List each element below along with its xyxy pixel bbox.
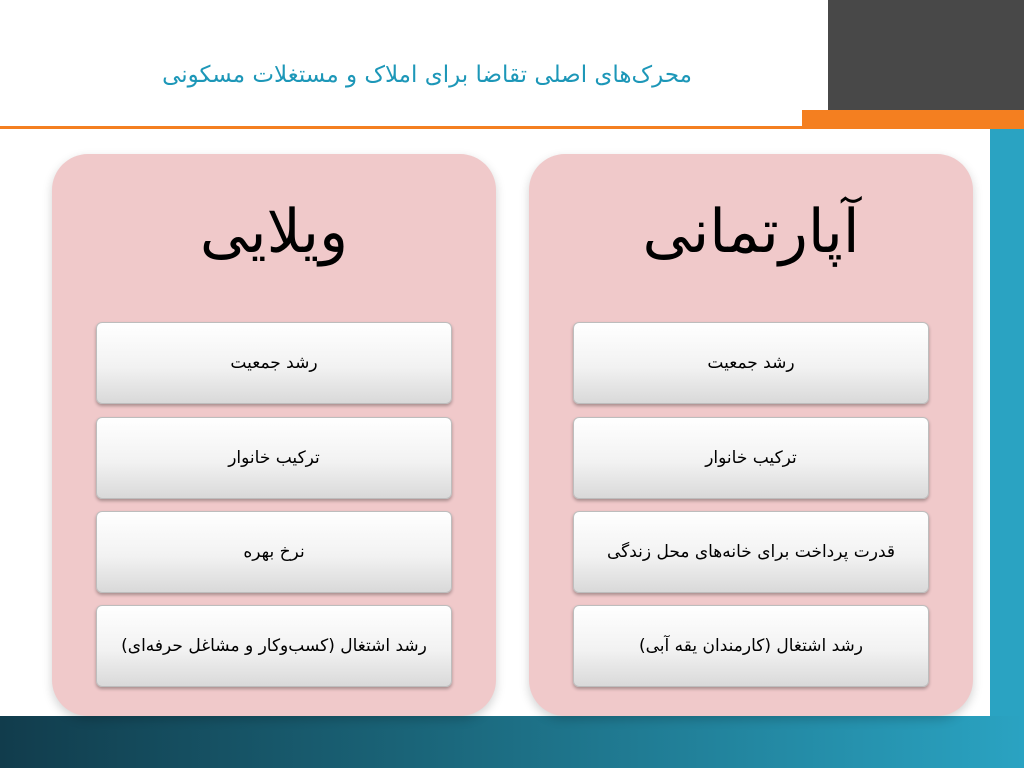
villa-item-interest-rate [96, 511, 452, 593]
teal-side-bar [990, 129, 1024, 719]
item-label: رشد جمعیت [707, 353, 795, 373]
item-label: قدرت پرداخت برای خانه‌های محل زندگی [606, 542, 896, 562]
villa-item-employment-growth [96, 605, 452, 687]
apartment-item-population-growth [573, 322, 929, 404]
apartment-item-employment-growth [573, 605, 929, 687]
bottom-gradient-band [0, 716, 1024, 768]
dark-corner-block [828, 0, 1024, 110]
item-label: نرخ بهره [243, 542, 305, 562]
apartment-heading: آپارتمانی [642, 197, 860, 267]
apartment-column [529, 154, 973, 716]
item-label: رشد جمعیت [230, 353, 318, 373]
villa-item-population-growth [96, 322, 452, 404]
villa-column [52, 154, 496, 716]
page-title: محرک‌های اصلی تقاضا برای املاک و مستغلات مسکونی [162, 62, 692, 88]
item-label: رشد اشتغال (کارمندان یقه آبی) [638, 636, 863, 656]
apartment-item-affordability [573, 511, 929, 593]
orange-accent-block [802, 110, 1024, 128]
villa-item-household-composition [96, 417, 452, 499]
apartment-item-household-composition [573, 417, 929, 499]
item-label: ترکیب خانوار [705, 448, 797, 468]
villa-heading: ویلایی [199, 197, 349, 267]
item-label: رشد اشتغال (کسب‌وکار و مشاغل حرفه‌ای) [121, 636, 427, 656]
item-label: ترکیب خانوار [228, 448, 320, 468]
